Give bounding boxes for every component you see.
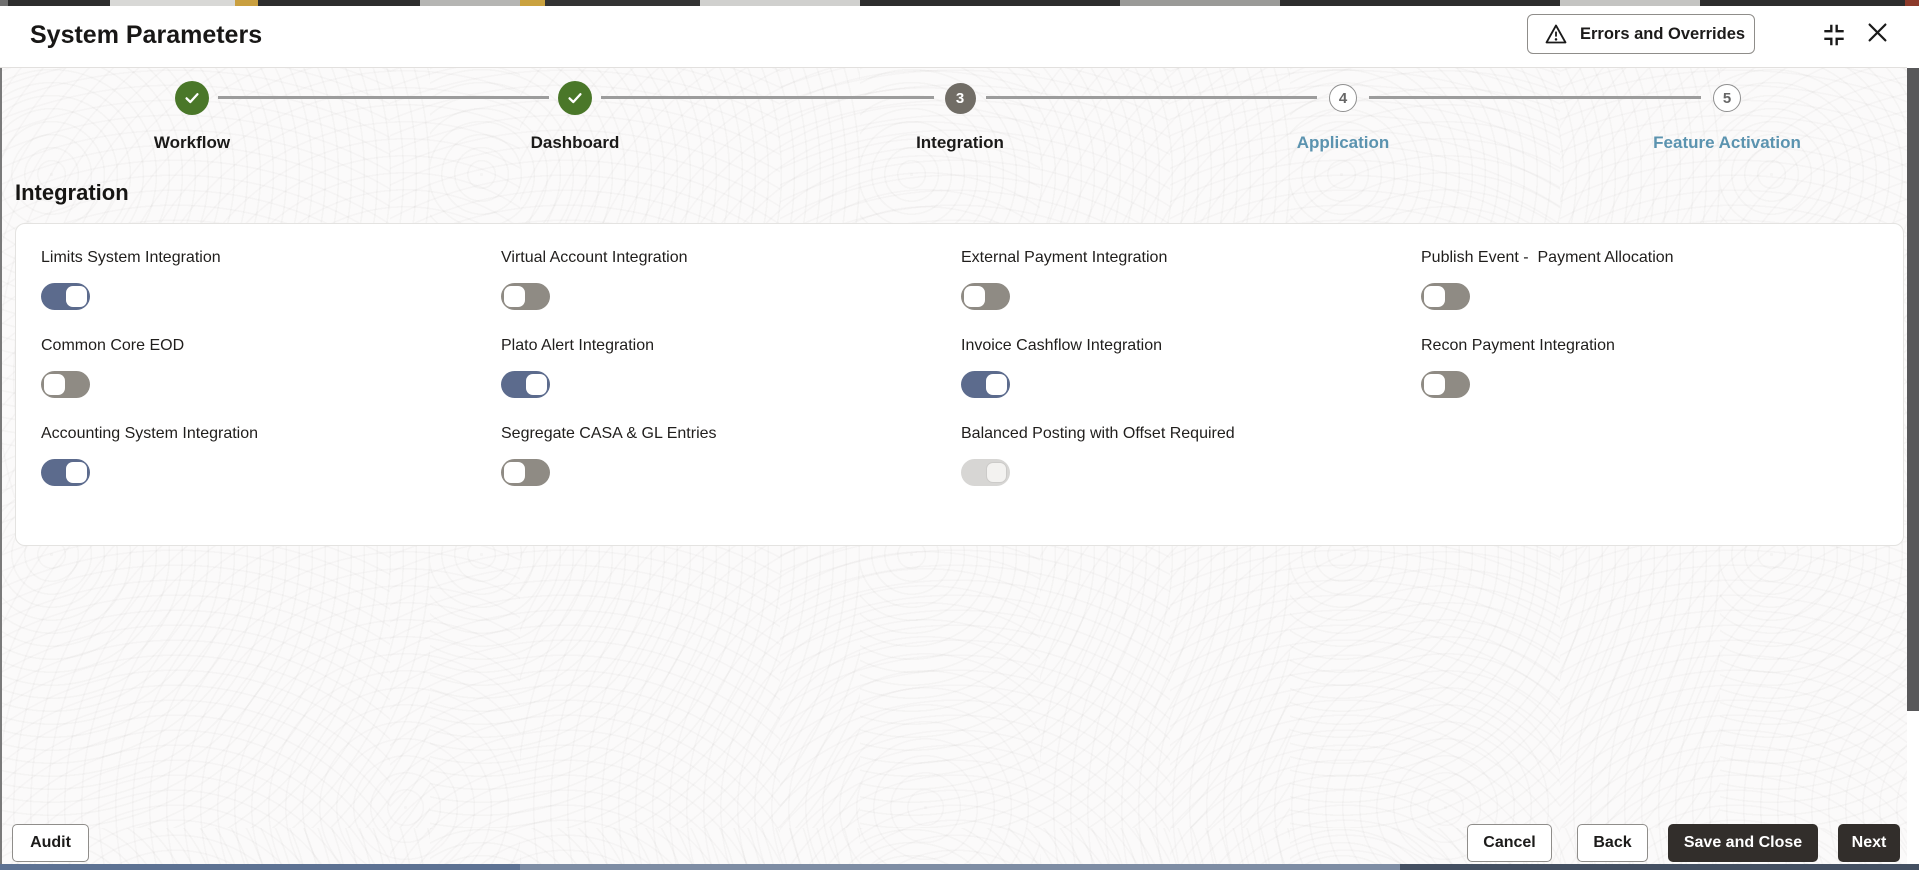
toggle-field	[961, 425, 1421, 513]
toggle-knob	[526, 374, 547, 395]
next-button[interactable]: Next	[1838, 824, 1900, 862]
step-number: 4	[1329, 84, 1357, 112]
dialog-left-edge	[0, 68, 2, 864]
errors-and-overrides-button[interactable]	[1527, 14, 1755, 54]
step-number: 5	[1713, 84, 1741, 112]
toggle-label: Balanced Posting with Offset Required	[961, 425, 1235, 442]
toggle-switch	[961, 459, 1010, 486]
stepper-step-integration[interactable]	[845, 68, 1075, 163]
toggle-knob	[504, 462, 525, 483]
toggle-knob	[44, 374, 65, 395]
cancel-button[interactable]: Cancel	[1467, 824, 1552, 862]
toggle-switch[interactable]	[1421, 283, 1470, 310]
collapse-window-icon[interactable]	[1820, 21, 1848, 49]
toggle-field	[41, 249, 501, 337]
check-icon	[175, 81, 209, 115]
toggle-knob	[66, 462, 87, 483]
dialog-header	[0, 6, 1907, 68]
back-button[interactable]: Back	[1577, 824, 1648, 862]
toggle-switch[interactable]	[961, 283, 1010, 310]
section-title: Integration	[15, 180, 129, 205]
toggle-knob	[66, 286, 87, 307]
toggle-field	[501, 425, 961, 513]
toggle-knob	[1424, 286, 1445, 307]
toggle-switch[interactable]	[961, 371, 1010, 398]
warning-icon	[1543, 22, 1569, 46]
check-icon	[558, 81, 592, 115]
step-label: Workflow	[153, 133, 231, 152]
toggle-label: Segregate CASA & GL Entries	[501, 425, 717, 442]
toggle-knob	[986, 374, 1007, 395]
close-icon[interactable]	[1864, 19, 1891, 46]
toggle-label: External Payment Integration	[961, 249, 1168, 266]
toggle-knob	[1424, 374, 1445, 395]
toggle-label: Recon Payment Integration	[1421, 337, 1615, 354]
toggle-label: Limits System Integration	[41, 249, 221, 266]
underlying-window-edge	[1907, 68, 1919, 711]
toggle-knob	[964, 286, 985, 307]
toggle-switch[interactable]	[501, 459, 550, 486]
toggle-field	[501, 249, 961, 337]
toggle-field	[1421, 337, 1881, 425]
step-label: Application	[1296, 133, 1390, 152]
toggle-label: Plato Alert Integration	[501, 337, 654, 354]
stepper-step-feature-activation[interactable]	[1612, 68, 1842, 163]
toggle-field	[1421, 249, 1881, 337]
stepper-step-dashboard[interactable]	[460, 68, 690, 163]
step-label: Dashboard	[530, 133, 620, 152]
step-label: Feature Activation	[1653, 133, 1801, 152]
stepper-step-application[interactable]	[1228, 68, 1458, 163]
page-title: System Parameters	[30, 21, 263, 49]
toggle-field	[961, 337, 1421, 425]
audit-button[interactable]: Audit	[12, 824, 89, 862]
toggle-field	[501, 337, 961, 425]
toggle-field	[41, 337, 501, 425]
toggle-switch[interactable]	[41, 459, 90, 486]
toggle-label: Common Core EOD	[41, 337, 185, 354]
toggle-field	[41, 425, 501, 513]
toggle-label: Invoice Cashflow Integration	[961, 337, 1162, 354]
integration-card	[15, 223, 1904, 546]
toggle-label: Accounting System Integration	[41, 425, 259, 442]
toggle-switch[interactable]	[41, 283, 90, 310]
toggle-label: Publish Event - Payment Allocation	[1421, 249, 1674, 266]
taskbar-edge-strip	[0, 864, 1919, 870]
toggle-knob	[504, 286, 525, 307]
toggle-switch[interactable]	[501, 283, 550, 310]
toggle-knob	[986, 462, 1007, 483]
errors-button-label: Errors and Overrides	[1580, 24, 1746, 43]
toggle-switch[interactable]	[501, 371, 550, 398]
toggle-switch[interactable]	[41, 371, 90, 398]
toggle-field	[961, 249, 1421, 337]
step-number: 3	[945, 83, 976, 114]
stepper	[0, 68, 1907, 228]
toggle-grid	[16, 224, 1903, 513]
toggle-switch[interactable]	[1421, 371, 1470, 398]
save-and-close-button[interactable]: Save and Close	[1668, 824, 1818, 862]
toggle-label: Virtual Account Integration	[501, 249, 688, 266]
stepper-step-workflow[interactable]	[77, 68, 307, 163]
dialog-body	[0, 68, 1907, 864]
step-label: Integration	[916, 133, 1004, 152]
